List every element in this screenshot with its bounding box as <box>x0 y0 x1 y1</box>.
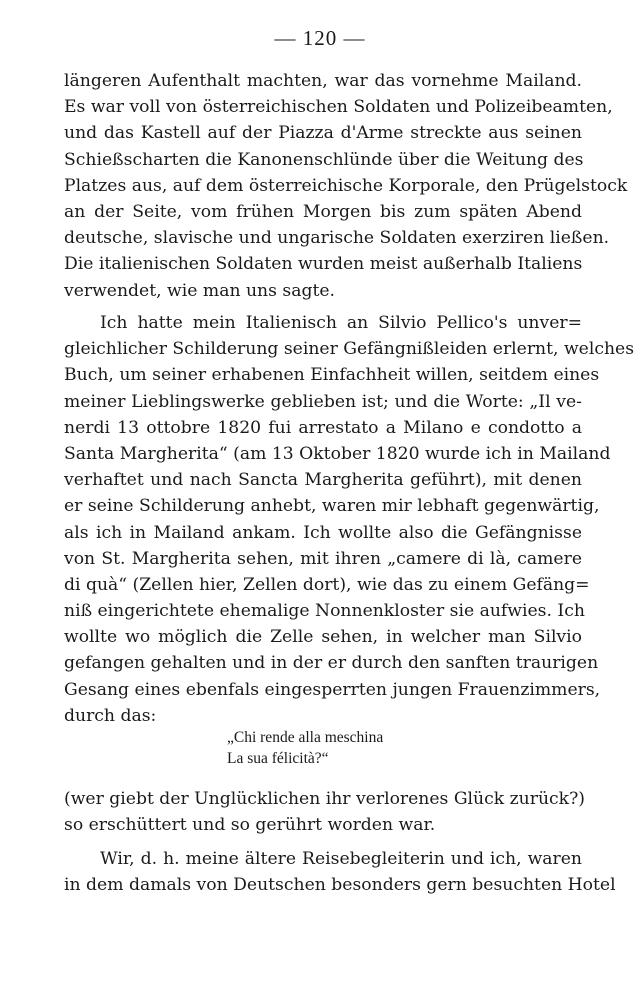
text-line: verwendet, wie man uns sagte. <box>64 280 336 301</box>
text-line: er seine Schilderung anhebt, waren mir lebhaft gegenwärtig, <box>64 496 600 517</box>
text-line: Santa Margherita“ (am 13 Oktober 1820 wurde ich in Mailand <box>64 443 611 464</box>
text-line: so erschüttert und so gerührt worden war. <box>64 815 436 836</box>
text-line: meiner Lieblingswerke geblieben ist; und die Worte: „Il ve- <box>64 391 582 412</box>
text-line: gleichlicher Schilderung seiner Gefängnißleiden erlernt, welches <box>64 339 635 360</box>
text-line: an der Seite, vom frühen Morgen bis zum späten Abend <box>64 201 582 222</box>
text-line: in dem damals von Deutschen besonders gern besuchten Hotel <box>64 875 616 896</box>
text-line: (wer giebt der Unglücklichen ihr verlorenes Glück zurück?) <box>64 789 585 809</box>
text-line: wollte wo möglich die Zelle sehen, in welcher man Silvio <box>64 627 582 648</box>
text-line: nerdi 13 ottobre 1820 fui arrestato a Milano e condotto a <box>64 417 582 438</box>
text-line: Schießscharten die Kanonenschlünde über die Weitung des <box>64 149 584 170</box>
paragraph-3 <box>64 786 585 838</box>
paragraph-2 <box>64 310 635 729</box>
verse-quote <box>227 727 383 769</box>
text-line: deutsche, slavische und ungarische Soldaten exerziren ließen. <box>64 228 610 249</box>
page-number: — 120 — <box>274 26 366 50</box>
quote-line: „Chi rende alla meschina <box>227 729 384 746</box>
text-line: di quà“ (Zellen hier, Zellen dort), wie das zu einem Gefäng= <box>64 574 590 595</box>
text-line: und das Kastell auf der Piazza d'Arme streckte aus seinen <box>64 123 582 144</box>
paragraph-4 <box>64 846 616 898</box>
text-line: von St. Margherita sehen, mit ihren „camere di là, camere <box>64 548 582 569</box>
text-line: durch das: <box>64 705 157 726</box>
text-line: längeren Aufenthalt machten, war das vornehme Mailand. <box>64 71 582 91</box>
text-line: als ich in Mailand ankam. Ich wollte also die Gefängnisse <box>64 522 582 543</box>
quote-line: La sua félicità?“ <box>227 750 329 767</box>
text-line: niß eingerichtete ehemalige Nonnenkloster sie aufwies. Ich <box>64 601 585 622</box>
text-line: Die italienischen Soldaten wurden meist außerhalb Italiens <box>64 254 583 275</box>
text-line: gefangen gehalten und in der er durch den sanften traurigen <box>64 653 599 674</box>
text-line: Buch, um seiner erhabenen Einfachheit willen, seitdem eines <box>64 365 600 386</box>
text-line: Es war voll von österreichischen Soldaten und Polizeibeamten, <box>64 97 613 118</box>
text-line: verhaftet und nach Sancta Margherita geführt), mit denen <box>64 470 582 491</box>
text-line: Ich hatte mein Italienisch an Silvio Pellico's unver= <box>100 313 582 333</box>
text-line: Wir, d. h. meine ältere Reisebegleiterin und ich, waren <box>100 849 582 869</box>
text-line: Gesang eines ebenfals eingesperrten jungen Frauenzimmers, <box>64 679 601 700</box>
text-line: Platzes aus, auf dem österreichische Korporale, den Prügelstock <box>64 175 628 196</box>
paragraph-1 <box>64 68 628 304</box>
